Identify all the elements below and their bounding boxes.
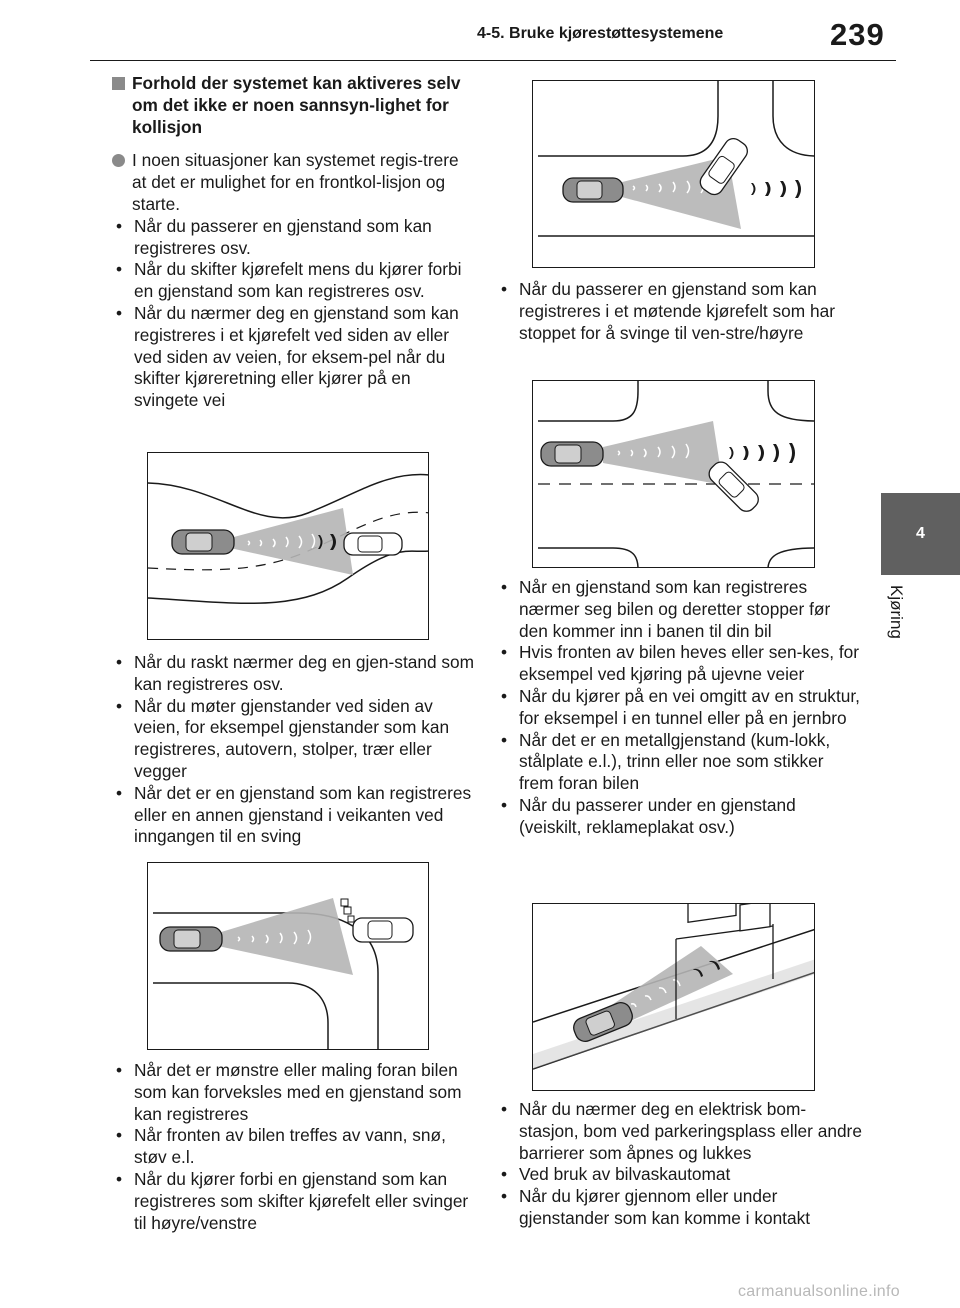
roadside-objects — [341, 899, 354, 922]
list-item: • Hvis fronten av bilen heves eller sen-kes, for eksempel ved kjøring på ujevne veier — [497, 642, 862, 686]
chapter-label — [887, 585, 934, 665]
list-item: • Når fronten av bilen treffes av vann, snø, støv e.l. — [112, 1125, 477, 1169]
chapter-name: Kjøring — [887, 585, 906, 639]
list-item: • Når du nærmer deg en gjenstand som kan registreres i et kjørefelt ved siden av eller ved siden av veien, for eksem-pel når du skifter kjøreretning eller kjører på en svingete vei — [112, 303, 477, 412]
left-column-block-3 — [112, 1060, 477, 1234]
list-item: • Ved bruk av bilvaskautomat — [497, 1164, 862, 1186]
list-item: • Når det er en gjenstand som kan registreres eller en annen gjenstand i veikanten ved inngangen til en sving — [112, 783, 477, 848]
bullet-list-4 — [497, 279, 862, 344]
right-column-block-3 — [497, 1099, 862, 1230]
right-column-block-2 — [497, 577, 862, 839]
left-column-block-1 — [112, 73, 477, 412]
figure-curved-road — [147, 452, 429, 640]
page-number: 239 — [830, 17, 885, 52]
list-item: • Når det er mønstre eller maling foran bilen som kan forveksles med en gjenstand som kan registreres — [112, 1060, 477, 1125]
left-column-block-2 — [112, 652, 477, 848]
list-item: • Når du kjører gjennom eller under gjenstander som kan komme i kontakt — [497, 1186, 862, 1230]
figure-approaching-object — [532, 380, 815, 568]
chapter-number: 4 — [881, 493, 960, 575]
section-title: 4-5. Bruke kjørestøttesystemene — [477, 25, 724, 42]
bullet-list-1 — [112, 216, 477, 412]
list-item: • Når du møter gjenstander ved siden av veien, for eksempel gjenstander som kan registreres, autovern, stolper, trær eller vegger — [112, 696, 477, 783]
bullet-list-5 — [497, 577, 862, 839]
figure-curve-entrance — [147, 862, 429, 1050]
right-column-block-1 — [497, 279, 862, 344]
list-item: • Når du passerer under en gjenstand (veiskilt, reklameplakat osv.) — [497, 795, 862, 839]
list-item: • Når du kjører forbi en gjenstand som kan registreres som skifter kjørefelt eller svinger til høyre/venstre — [112, 1169, 477, 1234]
header-rule — [90, 60, 896, 61]
list-item: • Når en gjenstand som kan registreres nærmer seg bilen og deretter stopper før den kommer inn i banen til din bil — [497, 577, 862, 642]
intro-paragraph: I noen situasjoner kan systemet regis-trere at det er mulighet for en frontkol-lisjon og starte. — [112, 150, 477, 215]
list-item: • Når du skifter kjørefelt mens du kjører forbi en gjenstand som kan registreres osv. — [112, 259, 477, 303]
list-item: • Når du passerer en gjenstand som kan registreres osv. — [112, 216, 477, 260]
list-item: • Når du raskt nærmer deg en gjen-stand som kan registreres osv. — [112, 652, 477, 696]
list-item: • Når du kjører på en vei omgitt av en struktur, for eksempel i en tunnel eller på en jernbro — [497, 686, 862, 730]
figure-intersection-turn — [532, 80, 815, 268]
bullet-list-2 — [112, 652, 477, 848]
list-item: • Når du nærmer deg en elektrisk bom-stasjon, bom ved parkeringsplass eller andre barrierer som åpnes og lukkes — [497, 1099, 862, 1164]
section-heading: Forhold der systemet kan aktiveres selv om det ikke er noen sannsyn-lighet for kollisjon — [112, 73, 477, 138]
bullet-list-3 — [112, 1060, 477, 1234]
watermark: carmanualsonline.info — [738, 1283, 900, 1300]
list-item: • Når du passerer en gjenstand som kan registreres i et møtende kjørefelt som har stoppet for å svinge til ven-stre/høyre — [497, 279, 862, 344]
bullet-list-6 — [497, 1099, 862, 1230]
list-item: • Når det er en metallgjenstand (kum-lokk, stålplate e.l.), trinn eller noe som stikker frem foran bilen — [497, 730, 862, 795]
figure-overhead-sign — [532, 903, 815, 1091]
